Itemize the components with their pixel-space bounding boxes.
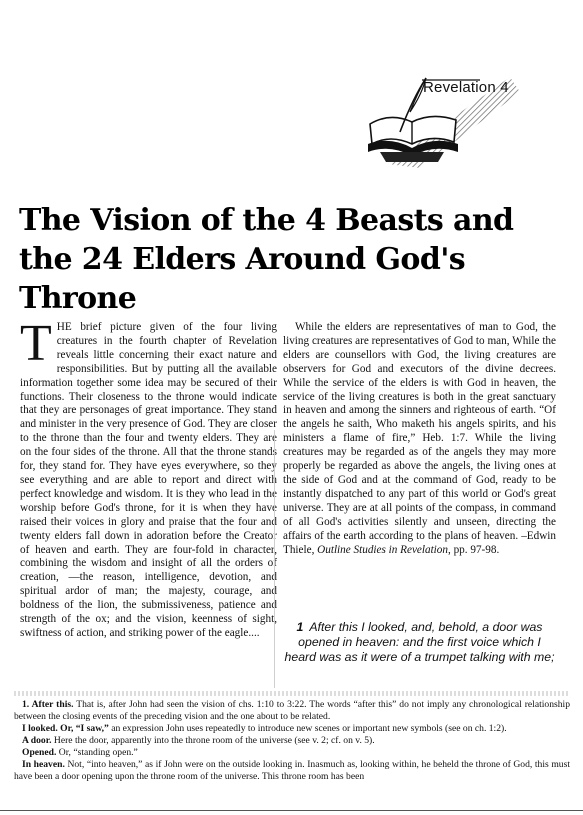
right-column xyxy=(283,321,556,557)
source-pages: , pp. 97-98. xyxy=(447,543,500,556)
note-item xyxy=(14,735,570,747)
verse-block xyxy=(283,620,556,665)
note-term: 1. After this. xyxy=(22,699,74,710)
note-term: A door. xyxy=(22,735,52,746)
verse-text: After this I looked, and, behold, a door was opened in heaven: and the first voice which I heard was as it were of a trumpet talking with me; xyxy=(284,620,555,664)
note-term: Opened. xyxy=(22,747,57,758)
note-term: I looked. Or, “I saw,” xyxy=(22,723,109,734)
section-divider xyxy=(14,691,569,696)
left-paragraph-text: HE brief picture given of the four living creatures in the fourth chapter of Revelation reveals little concerning their exact nature and responsibilities. But by putting all the available information together some idea may be secured of their functions. Their closeness to the throne would indicate that they are personages of great importance. They stand and minister in the very presence of God. They are closer to the throne than the four and twenty elders. They are on the four sides of the throne. All that the throne stands for, they stand for. They have eyes everywhere, so they see everything and are able to report and direct with perfect knowledge and wisdom. It is they who lead in the worship before God's throne, for it is when they have raised their voices in glory and praise that the four and twenty elders fall down in adoration before the Creator of heaven and earth. They are four-fold in character, combining the wisdom and insight of all the orders of creation, —the reason, intelligence, devotion, and spiritual ardor of man; the majesty, courage, and boldness of the lion, the submissiveness, patience and strength of the ox; and the vision, keenness of sight, swiftness of action, and striking power of the eagle.... xyxy=(20,321,277,639)
note-item xyxy=(14,699,570,723)
left-paragraph xyxy=(20,315,277,641)
chapter-label: Revelation 4 xyxy=(423,79,509,96)
note-item xyxy=(14,747,570,759)
note-text: an expression John uses repeatedly to introduce new scenes or important new symbols (see on ch. 1:2). xyxy=(108,723,507,734)
note-text: Here the door, apparently into the throne room of the universe (see v. 2; cf. on v. 5). xyxy=(51,735,375,746)
note-text: Not, “into heaven,” as if John were on the outside looking in. Inasmuch as, looking within, he beheld the throne of God, this must have been a door opening upon the throne room of the universe. This throne room has been xyxy=(14,759,570,782)
page-title: The Vision of the 4 Beasts and the 24 Elders Around God's Throne xyxy=(19,203,514,316)
commentary-notes xyxy=(14,699,570,783)
drop-cap: T xyxy=(20,315,52,372)
column-divider xyxy=(274,430,275,688)
source-title: Outline Studies in Revelation xyxy=(317,543,448,556)
page-bottom-rule xyxy=(0,810,583,811)
note-text: That is, after John had seen the vision of chs. 1:10 to 3:22. The words “after this” do not imply any chronological relationship between the closing events of the preceding vision and the one about to be related. xyxy=(14,699,570,722)
note-text: Or, “standing open.” xyxy=(56,747,138,758)
note-term: In heaven. xyxy=(22,759,65,770)
note-item xyxy=(14,723,570,735)
right-paragraph-text: While the elders are representatives of man to God, the living creatures are representatives of God to man, While the elders are counsellors with God, the living creatures are observers for God and executors of the divine decrees. While the service of the elders is with God in heaven, the service of the living creatures is both in the great sanctuary in heaven and among the sinners and righteous of earth. “Of the angels he saith, Who maketh his angels spirits, and his ministers a flame of fire,” Heb. 1:7. While the living creatures may be regarded as of the angels they may more properly be regarded as above the angels, the living ones at the side of God and at the command of God, ready to be instantly dispatched to any part of this world or God's great universe. They are at all points of the compass, in command of all God's activities silently and unseen, directing the affairs of the earth according to the plans of heaven. –Edwin Thiele, xyxy=(283,321,556,556)
right-paragraph xyxy=(283,321,556,557)
verse-number: 1 xyxy=(296,620,304,634)
left-column xyxy=(20,315,277,641)
note-item xyxy=(14,759,570,783)
